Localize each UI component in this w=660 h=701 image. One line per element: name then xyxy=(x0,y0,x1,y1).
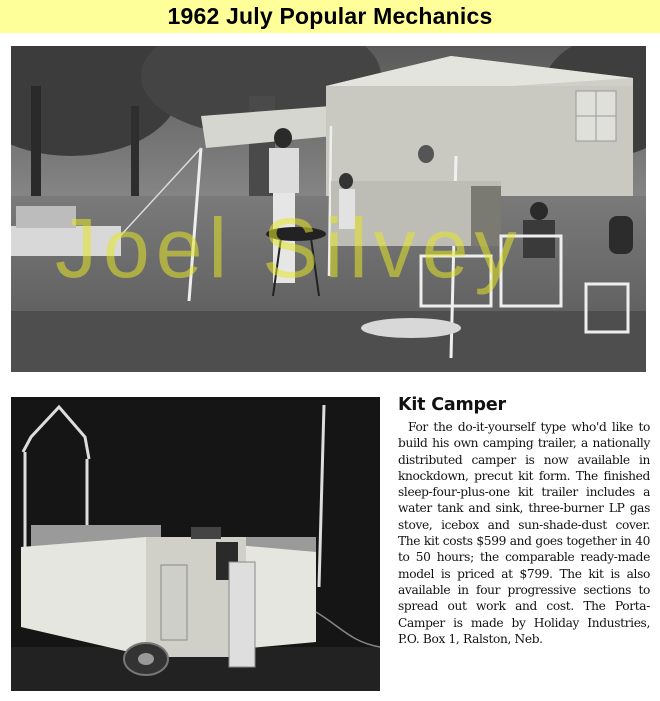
article xyxy=(398,395,650,647)
page-title: 1962 July Popular Mechanics xyxy=(167,3,493,29)
kit-trailer-illustration xyxy=(11,397,380,691)
watermark-text: Joel Silvey xyxy=(55,201,523,295)
article-body: For the do-it-yourself type who'd like to build his own camping trailer, a nationally distributed camper is now available in knockdown, precut kit form. The finished sleep-four-plus-one kit trailer includes a water tank and sink, three-burner LP gas stove, icebox and sun-shade-dust cover. The kit costs $599 and goes together in 40 to 50 hours; the comparable ready-made model is priced at $799. The kit is also available in four progressive sections to spread out work and cost. The Porta-Camper is made by Holiday Industries, P.O. Box 1, Ralston, Neb. xyxy=(398,420,650,646)
camping-scene-illustration xyxy=(11,46,646,372)
kit-trailer-photo xyxy=(11,397,380,691)
title-banner xyxy=(0,0,660,33)
camping-scene-photo xyxy=(11,46,646,372)
article-headline: Kit Camper xyxy=(398,395,506,415)
